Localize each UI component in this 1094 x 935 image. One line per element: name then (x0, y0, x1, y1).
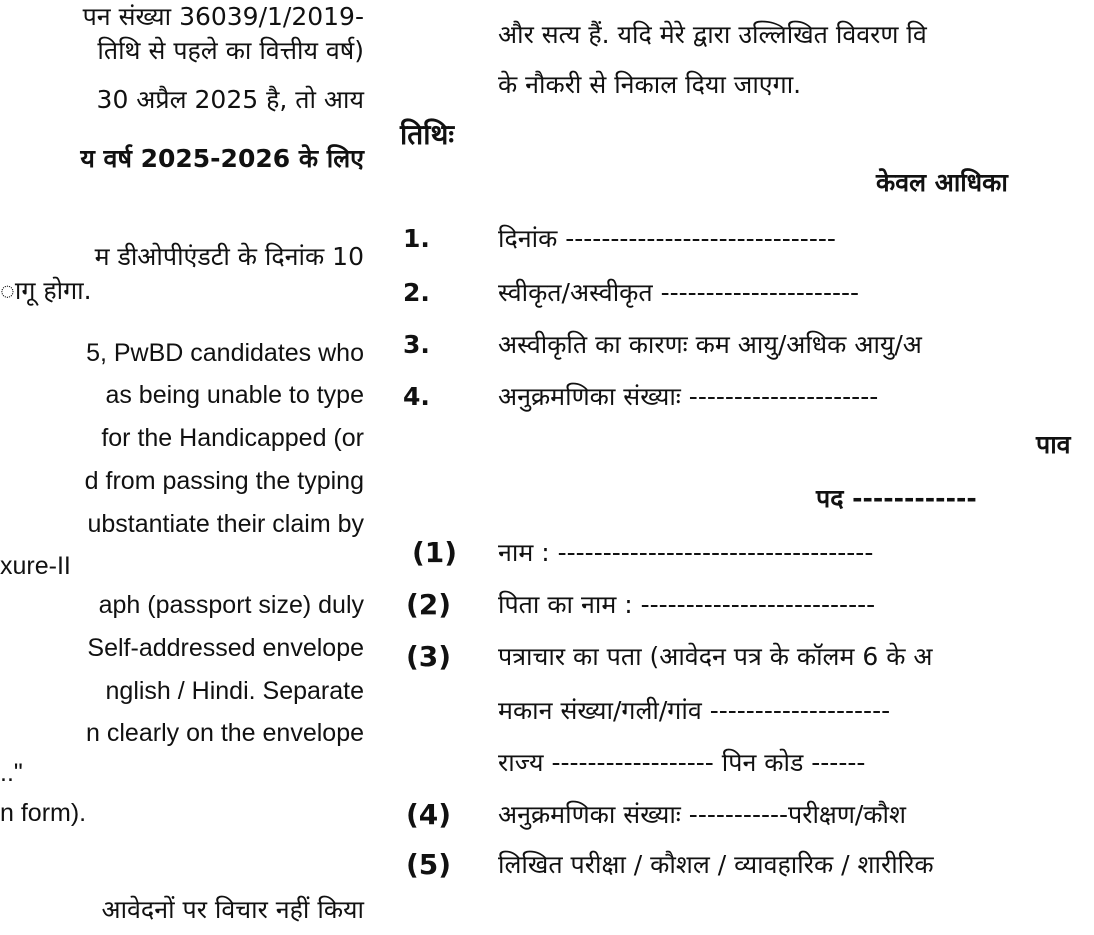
declaration-line-1: और सत्य हैं. यदि मेरे द्वारा उल्लिखित विवरण वि (498, 20, 927, 49)
office-item-2-text: स्वीकृत/अस्वीकृत ---------------------- (498, 278, 860, 307)
receipt-item-3-number: (3) (406, 640, 452, 673)
office-item-1-number: 1. (403, 224, 430, 253)
office-item-1-text: दिनांक ------------------------------ (498, 224, 836, 253)
left-line-16: n clearly on the envelope (86, 719, 364, 747)
office-item-3-text: अस्वीकृति का कारणः कम आयु/अधिक आयु/अ (498, 330, 922, 359)
left-line-11: ubstantiate their claim by (87, 510, 364, 538)
left-line-1: पन संख्या 36039/1/2019- (82, 2, 364, 31)
left-line-17: .." (0, 759, 23, 787)
left-line-18: n form). (0, 799, 87, 827)
office-item-4-number: 4. (403, 382, 430, 411)
address-line-1: मकान संख्या/गली/गांव -------------------- (498, 696, 891, 725)
receipt-item-2-text: पिता का नाम : -------------------------- (498, 590, 876, 619)
office-item-2-number: 2. (403, 278, 430, 307)
declaration-line-2: के नौकरी से निकाल दिया जाएगा. (498, 70, 802, 99)
receipt-item-4-number: (4) (406, 798, 452, 831)
left-line-4: य वर्ष 2025-2026 के लिए (80, 144, 364, 173)
post-line: पद ------------ (816, 484, 977, 513)
left-line-3: 30 अप्रैल 2025 है, तो आय (96, 85, 364, 114)
receipt-item-2-number: (2) (406, 588, 452, 621)
receipt-item-1-text: नाम : ----------------------------------- (498, 538, 874, 567)
left-line-7: 5, PwBD candidates who (86, 339, 364, 367)
left-line-15: nglish / Hindi. Separate (105, 677, 364, 705)
office-item-4-text: अनुक्रमणिका संख्याः --------------------- (498, 382, 879, 411)
left-line-6: ागू होगा. (0, 276, 92, 305)
office-use-heading: केवल आधिका (876, 168, 1008, 197)
left-line-19: आवेदनों पर विचार नहीं किया (101, 895, 364, 924)
left-line-12: xure-II (0, 552, 71, 580)
date-label: तिथिः (400, 118, 455, 151)
receipt-item-4-text: अनुक्रमणिका संख्याः -----------परीक्षण/कौश (498, 800, 907, 829)
address-state-pin: राज्य ------------------ पिन कोड ------ (498, 748, 866, 777)
receipt-item-5-number: (5) (406, 848, 452, 881)
receipt-item-3-text: पत्राचार का पता (आवेदन पत्र के कॉलम 6 के अ (498, 642, 933, 671)
left-line-10: d from passing the typing (84, 467, 364, 495)
receipt-heading: पाव (1036, 430, 1071, 459)
receipt-item-5-text: लिखित परीक्षा / कौशल / व्यावहारिक / शारीरिक (498, 850, 934, 879)
left-line-8: as being unable to type (105, 381, 364, 409)
left-line-5: म डीओपीएंडटी के दिनांक 10 (94, 242, 364, 271)
left-line-9: for the Handicapped (or (101, 424, 364, 452)
receipt-item-1-number: (1) (412, 536, 458, 569)
left-line-14: Self-addressed envelope (87, 634, 364, 662)
left-column (0, 0, 372, 935)
left-line-13: aph (passport size) duly (98, 591, 364, 619)
left-line-2: तिथि से पहले का वित्तीय वर्ष) (97, 36, 364, 65)
right-column (398, 0, 1094, 935)
office-item-3-number: 3. (403, 330, 430, 359)
